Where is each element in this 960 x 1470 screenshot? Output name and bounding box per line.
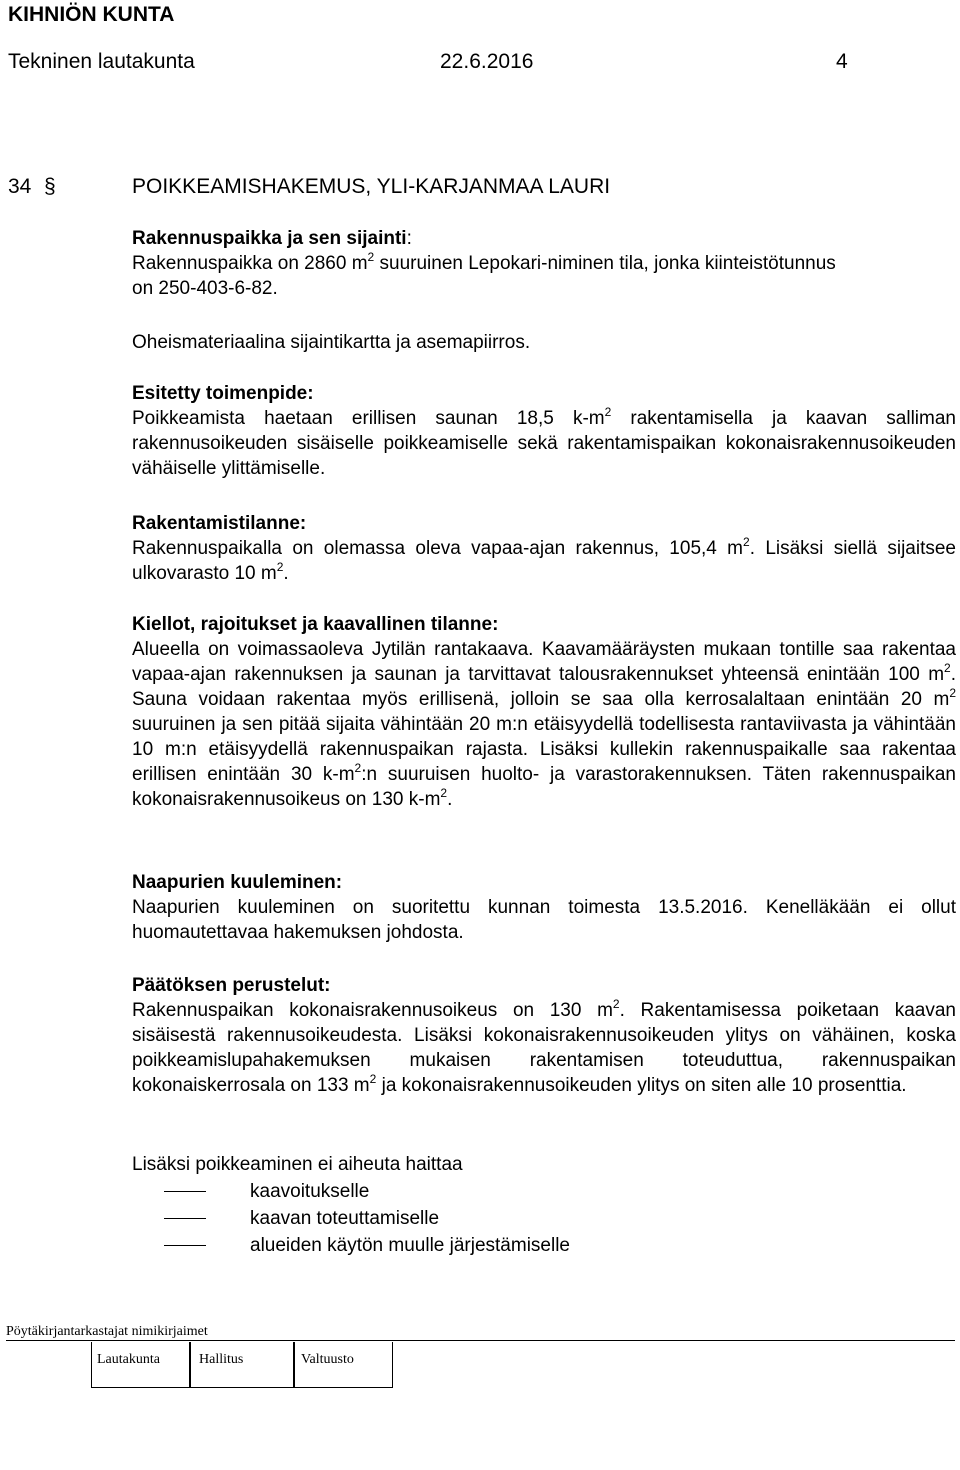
signature-label: Hallitus [199,1352,244,1367]
neighbors-heading: Naapurien kuuleminen: [132,872,343,893]
committee-name: Tekninen lautakunta [8,50,195,73]
superscript: 2 [944,661,951,675]
meeting-date: 22.6.2016 [440,50,534,73]
item-title: POIKKEAMISHAKEMUS, YLI-KARJANMAA LAURI [132,175,611,198]
no-harm-intro: Lisäksi poikkeaminen ei aiheuta haittaa [132,1154,463,1175]
superscript: 2 [369,1072,377,1086]
situation-section [132,511,956,586]
location-heading: Rakennuspaikka ja sen sijainti [132,228,407,249]
restrictions-heading: Kiellot, rajoitukset ja kaavallinen tilanne: [132,614,499,635]
grounds-heading: Päätöksen perustelut: [132,975,331,996]
restrictions-section [132,612,956,812]
dash-bullet [164,1245,206,1246]
superscript: 2 [367,250,375,264]
dash-bullet [164,1191,206,1192]
location-heading-colon: : [406,228,412,249]
organization-name: KIHNIÖN KUNTA [8,3,175,26]
dash-bullet [164,1218,206,1219]
superscript: 2 [612,997,620,1011]
list-item: kaavan toteuttamiselle [132,1206,956,1231]
neighbors-text: Naapurien kuuleminen on suoritettu kunnan toimesta 13.5.2016. Kenelläkään ei ollut huomautettavaa hakemuksen johdosta. [132,897,956,943]
superscript: 2 [276,560,284,574]
superscript: 2 [604,405,612,419]
page-number: 4 [836,50,848,73]
superscript: 2 [743,535,750,549]
location-line1: Rakennuspaikka on 2860 m [132,253,368,274]
item-number: 34 [8,175,32,198]
superscript: 2 [354,761,362,775]
situation-text: Rakennuspaikalla on olemassa oleva vapaa-ajan rakennus, 105,4 $m^2$. Lisäksi siellä sijaitsee ulkovarasto 10 $m^2$. [132,535,956,584]
grounds-text: Rakennuspaikan kokonaisrakennusoikeus on 130 $m^2$. Rakentamisessa poiketaan kaavan sisäisestä rakennusoikeudesta. Lisäksi kokonaisrakennusoikeuden ylitys on vähäinen, koska poikkeamislupahakemuksen mukaisen rakentamisen toteuduttua, rakennuspaikan kokonaiskerrosala on 133 $m^2$ ja kokonaisrakennusoikeuden ylitys on siten alle 10 prosenttia. [132,997,956,1096]
signature-divider [6,1340,955,1341]
location-section [132,226,956,301]
proposal-heading: Esitetty toimenpide: [132,383,314,404]
superscript: 2 [949,686,956,700]
section-symbol: § [44,175,56,198]
grounds-section [132,973,956,1098]
superscript: 2 [440,786,448,800]
proposal-section [132,381,956,481]
list-item: kaavoitukselle [132,1179,956,1204]
proposal-text: Poikkeamista haetaan erillisen saunan 18,5 $k-m^2$ rakentamisella ja kaavan salliman rakennusoikeuden sisäiselle poikkeamiselle sekä rakentamispaikan kokonaisrakennusoikeuden vähäiselle ylittämiselle. [132,405,956,479]
signature-title: Pöytäkirjantarkastajat nimikirjaimet [6,1324,208,1339]
list-item: alueiden käytön muulle järjestämiselle [132,1233,956,1258]
situation-heading: Rakentamistilanne: [132,513,307,534]
signature-label: Lautakunta [97,1352,160,1367]
neighbors-section [132,870,956,945]
location-line2: on 250-403-6-82. [132,278,278,299]
restrictions-text: Alueella on voimassaoleva Jytilän rantakaava. Kaavamääräysten mukaan tontille saa rakentaa vapaa-ajan rakennuksen ja saunan ja tarvittavat talousrakennukset yhteensä enintään 100 $m^2$. Sauna voidaan rakentaa myös erillisenä, jolloin se saa olla kerrosalaltaan enintään 20 $m^2$ suuruinen ja sen pitää sijaita vähintään 20 m:n etäisyydellä todellisesta rantaviivasta ja vähintään 10 m:n etäisyydellä rakennuspaikan rajasta. Lisäksi kullekin rakennuspaikalle saa rakentaa erillisen enintään 30 $k-m^2:n$ suuruisen huolto- ja varastorakennuksen. Täten rakennuspaikan kokonaisrakennusoikeus on 130 $k-m^2$. [132,639,956,810]
signature-label: Valtuusto [301,1352,354,1367]
attachment-note: Oheismateriaalina sijaintikartta ja asemapiirros. [132,332,531,353]
location-line1-end: suuruinen Lepokari-niminen tila, jonka kiinteistötunnus [374,253,836,274]
